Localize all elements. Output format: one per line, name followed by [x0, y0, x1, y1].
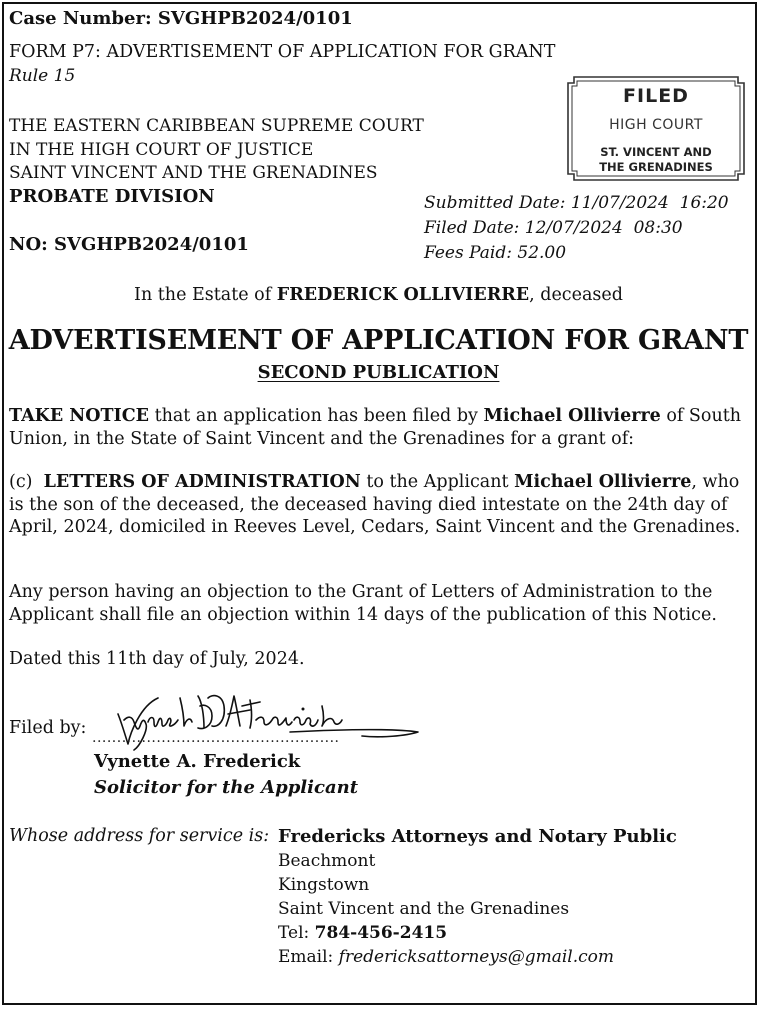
form-title: FORM P7: ADVERTISEMENT OF APPLICATION FOR GRANT [9, 42, 556, 62]
case-number-header [9, 8, 353, 29]
filed-date: Filed Date: 12/07/2024 08:30 [424, 218, 683, 238]
submitted-date: Submitted Date: 11/07/2024 16:20 [424, 193, 729, 213]
address-line: Beachmont [278, 851, 376, 871]
address-label: Whose address for service is: [9, 826, 270, 846]
email: Email: fredericksattorneys@gmail.com [278, 947, 614, 967]
grant-paragraph: (c) LETTERS OF ADMINISTRATION to the Applicant Michael Ollivierre, who is the son of the deceased, the deceased having died intestate on the 24th day of April, 2024, domiciled in Reeves Level, Cedars, Saint Vincent and the Grenadines. [9, 472, 741, 537]
stamp-location-line2: THE GRENADINES [599, 160, 713, 174]
dated-line: Dated this 11th day of July, 2024. [9, 649, 305, 669]
filed-by-label: Filed by: [9, 718, 87, 738]
suit-number: NO: SVGHPB2024/0101 [9, 234, 249, 255]
telephone: Tel: 784-456-2415 [278, 923, 448, 943]
telephone-number: 784-456-2415 [314, 923, 448, 943]
firm-name: Fredericks Attorneys and Notary Public [278, 826, 677, 847]
signature-dotted-line: .................................................. [92, 730, 340, 746]
grant-type: LETTERS OF ADMINISTRATION [43, 472, 361, 492]
case-number-label: Case Number: [9, 8, 152, 29]
main-title: ADVERTISEMENT OF APPLICATION FOR GRANT [8, 325, 749, 356]
court-division: PROBATE DIVISION [9, 186, 215, 207]
stamp-court: HIGH COURT [609, 117, 703, 133]
filed-stamp [566, 75, 746, 182]
court-jurisdiction-line: IN THE HIGH COURT OF JUSTICE [9, 140, 314, 160]
court-name-line: THE EASTERN CARIBBEAN SUPREME COURT [9, 116, 424, 136]
estate-line: In the Estate of FREDERICK OLLIVIERRE, deceased [134, 285, 623, 305]
stamp-location-line1: ST. VINCENT AND [600, 145, 712, 159]
deceased-name: FREDERICK OLLIVIERRE [276, 285, 530, 305]
address-line: Saint Vincent and the Grenadines [278, 899, 570, 919]
rule-reference: Rule 15 [9, 66, 76, 86]
solicitor-role: Solicitor for the Applicant [94, 777, 359, 798]
email-address: fredericksattorneys@gmail.com [338, 947, 614, 967]
fees-paid: Fees Paid: 52.00 [424, 243, 567, 263]
applicant-name: Michael Ollivierre [514, 472, 692, 492]
address-line: Kingstown [278, 875, 370, 895]
applicant-name: Michael Ollivierre [483, 406, 661, 426]
stamp-status: FILED [623, 85, 689, 107]
notice-paragraph: TAKE NOTICE that an application has been filed by Michael Ollivierre of South Union, in the State of Saint Vincent and the Grenadines for a grant of: [9, 406, 742, 449]
case-number-value: SVGHPB2024/0101 [157, 8, 353, 29]
objection-paragraph: Any person having an objection to the Grant of Letters of Administration to the Applicant shall file an objection within 14 days of the publication of this Notice. [9, 582, 717, 625]
publication-subtitle: SECOND PUBLICATION [257, 362, 500, 383]
court-country-line: SAINT VINCENT AND THE GRENADINES [9, 163, 378, 183]
solicitor-name: Vynette A. Frederick [94, 751, 301, 772]
